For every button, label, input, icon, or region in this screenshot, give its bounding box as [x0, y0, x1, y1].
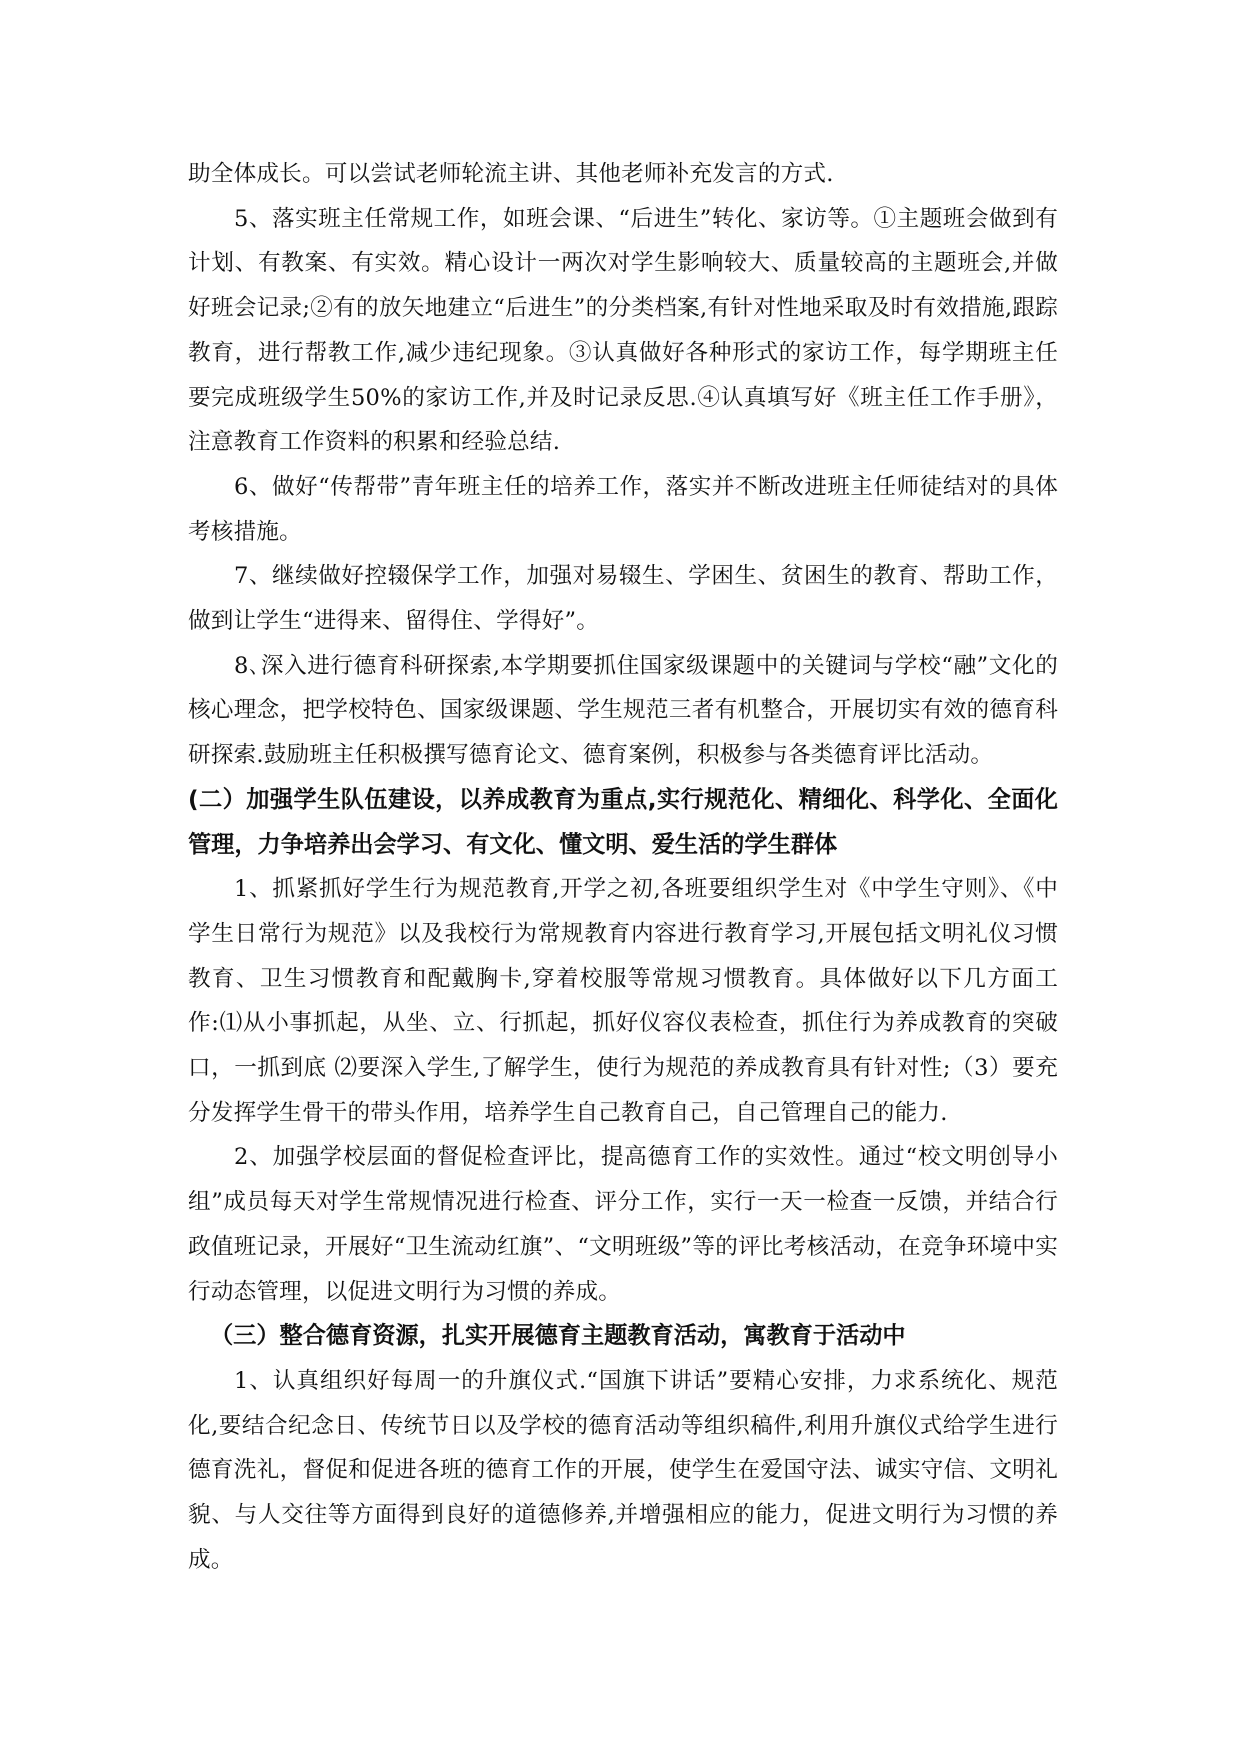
document-body: [188, 152, 1058, 1583]
section-heading-2: (二）加强学生队伍建设，以养成教育为重点,实行规范化、精细化、科学化、全面化管理，力争培养出会学习、有文化、懂文明、爱生活的学生群体: [188, 785, 1058, 858]
paragraph-item-8: 8､深入进行德育科研探索,本学期要抓住国家级课题中的关键词与学校“融”文化的核心理念，把学校特色、国家级课题、学生规范三者有机整合，开展切实有效的德育科研探索.鼓励班主任积极撰写德育论文、德育案例，积极参与各类德育评比活动。: [188, 652, 1058, 769]
paragraph-continuation: 助全体成长。可以尝试老师轮流主讲、其他老师补充发言的方式.: [188, 161, 834, 187]
paragraph-item-7: 7、继续做好控辍保学工作，加强对易辍生、学困生、贫困生的教育、帮助工作，做到让学生“进得来、留得住、学得好”。: [188, 563, 1058, 635]
paragraph-item-6: 6、做好“传帮带”青年班主任的培养工作，落实并不断改进班主任师徒结对的具体考核措施。: [188, 473, 1058, 545]
paragraph-section2-item-2: 2、加强学校层面的督促检查评比，提高德育工作的实效性。通过“校文明创导小组”成员每天对学生常规情况进行检查、评分工作，实行一天一检查一反馈，并结合行政值班记录，开展好“卫生流动红旗”、“文明班级”等的评比考核活动，在竞争环境中实行动态管理，以促进文明行为习惯的养成。: [188, 1144, 1058, 1305]
paragraph-section3-item-1: 1、认真组织好每周一的升旗仪式.“国旗下讲话”要精心安排，力求系统化、规范化,要结合纪念日、传统节日以及学校的德育活动等组织稿件,利用升旗仪式给学生进行德育洗礼，督促和促进各班的德育工作的开展，使学生在爱国守法、诚实守信、文明礼貌、与人交往等方面得到良好的道德修养,并增强相应的能力，促进文明行为习惯的养成。: [188, 1367, 1058, 1573]
section-heading-3: （三）整合德育资源，扎实开展德育主题教育活动，寓教育于活动中: [210, 1322, 906, 1350]
paragraph-item-5: 5、落实班主任常规工作，如班会课、“后进生”转化、家访等。①主题班会做到有计划、有教案、有实效。精心设计一两次对学生影响较大、质量较高的主题班会,并做好班会记录;②有的放矢地建立“后进生”的分类档案,有针对性地采取及时有效措施,跟踪教育，进行帮教工作,减少违纪现象。③认真做好各种形式的家访工作，每学期班主任要完成班级学生50%的家访工作,并及时记录反思.④认真填写好《班主任工作手册》，注意教育工作资料的积累和经验总结.: [188, 205, 1058, 456]
paragraph-section2-item-1: 1、抓紧抓好学生行为规范教育,开学之初,各班要组织学生对《中学生守则》、《中学生日常行为规范》以及我校行为常规教育内容进行教育学习,开展包括文明礼仪习惯教育、卫生习惯教育和配戴胸卡,穿着校服等常规习惯教育。具体做好以下几方面工作:⑴从小事抓起，从坐、立、行抓起，抓好仪容仪表检查，抓住行为养成教育的突破口，一抓到底 ⑵要深入学生,了解学生，使行为规范的养成教育具有针对性;（3）要充分发挥学生骨干的带头作用，培养学生自己教育自己，自己管理自己的能力.: [188, 876, 1058, 1126]
